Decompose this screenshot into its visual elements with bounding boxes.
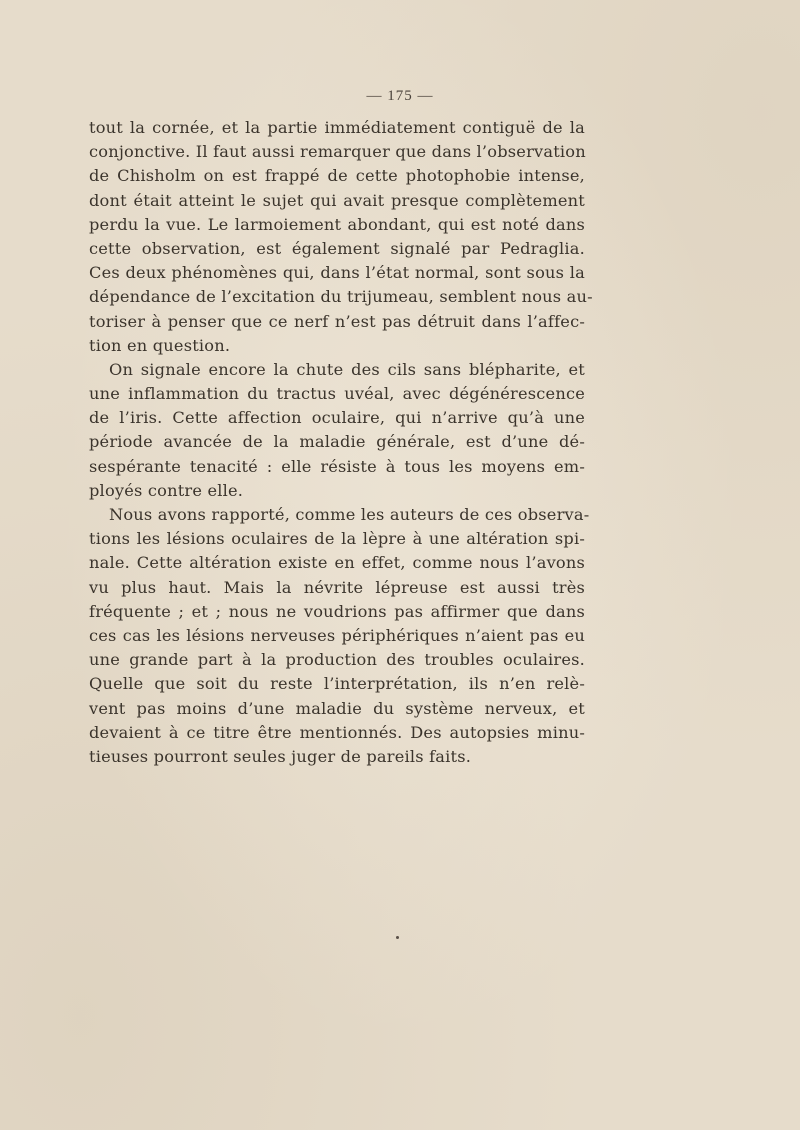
- text-line: tion en question.: [89, 335, 231, 355]
- text-line: vent pas moins d’une maladie du système nerveux, et: [89, 698, 585, 718]
- text-line: cette observation, est également signalé par Pedraglia.: [89, 238, 585, 258]
- text-line: On signale encore la chute des cils sans blépharite, et: [109, 359, 585, 379]
- text-line: dépendance de l’excitation du trijumeau, semblent nous au-: [89, 287, 593, 307]
- text-line: Quelle que soit du reste l’interprétation, ils n’en relè-: [89, 674, 585, 694]
- text-line: ces cas les lésions nerveuses périphériques n’aient pas eu: [89, 625, 585, 645]
- text-line: ployés contre elle.: [89, 480, 244, 500]
- text-line: nale. Cette altération existe en effet, comme nous l’avons: [89, 553, 585, 573]
- page-number: — 175 —: [366, 88, 434, 104]
- text-line: Ces deux phénomènes qui, dans l’état normal, sont sous la: [89, 263, 585, 283]
- text-line: une inflammation du tractus uvéal, avec dégénérescence: [89, 384, 585, 404]
- body-text: [89, 116, 593, 769]
- text-line: de l’iris. Cette affection oculaire, qui n’arrive qu’à une: [89, 408, 585, 428]
- text-line: devaient à ce titre être mentionnés. Des autopsies minu-: [89, 722, 585, 742]
- text-line: fréquente ; et ; nous ne voudrions pas affirmer que dans: [89, 601, 585, 621]
- text-line: perdu la vue. Le larmoiement abondant, qui est noté dans: [89, 214, 585, 234]
- text-line: tout la cornée, et la partie immédiatement contiguë de la: [89, 118, 585, 137]
- text-line: une grande part à la production des troubles oculaires.: [89, 650, 585, 670]
- text-line: sespérante tenacité : elle résiste à tous les moyens em-: [89, 456, 585, 476]
- text-line: de Chisholm on est frappé de cette photophobie intense,: [89, 166, 585, 186]
- text-line: période avancée de la maladie générale, est d’une dé-: [89, 432, 585, 452]
- text-line: tieuses pourront seules juger de pareils faits.: [89, 746, 472, 766]
- text-line: vu plus haut. Mais la névrite lépreuse est aussi très: [89, 577, 585, 597]
- text-line: toriser à penser que ce nerf n’est pas détruit dans l’affec-: [89, 311, 585, 331]
- paragraph-2: [89, 358, 585, 503]
- paragraph-1: [89, 116, 593, 358]
- paper-speck: [396, 936, 399, 939]
- text-line: tions les lésions oculaires de la lèpre à une altération spi-: [89, 529, 585, 549]
- text-line: dont était atteint le sujet qui avait presque complètement: [89, 190, 585, 210]
- paragraph-3: [89, 503, 590, 769]
- text-line: Nous avons rapporté, comme les auteurs de ces observa-: [109, 505, 590, 524]
- text-line: conjonctive. Il faut aussi remarquer que dans l’observation: [89, 142, 586, 162]
